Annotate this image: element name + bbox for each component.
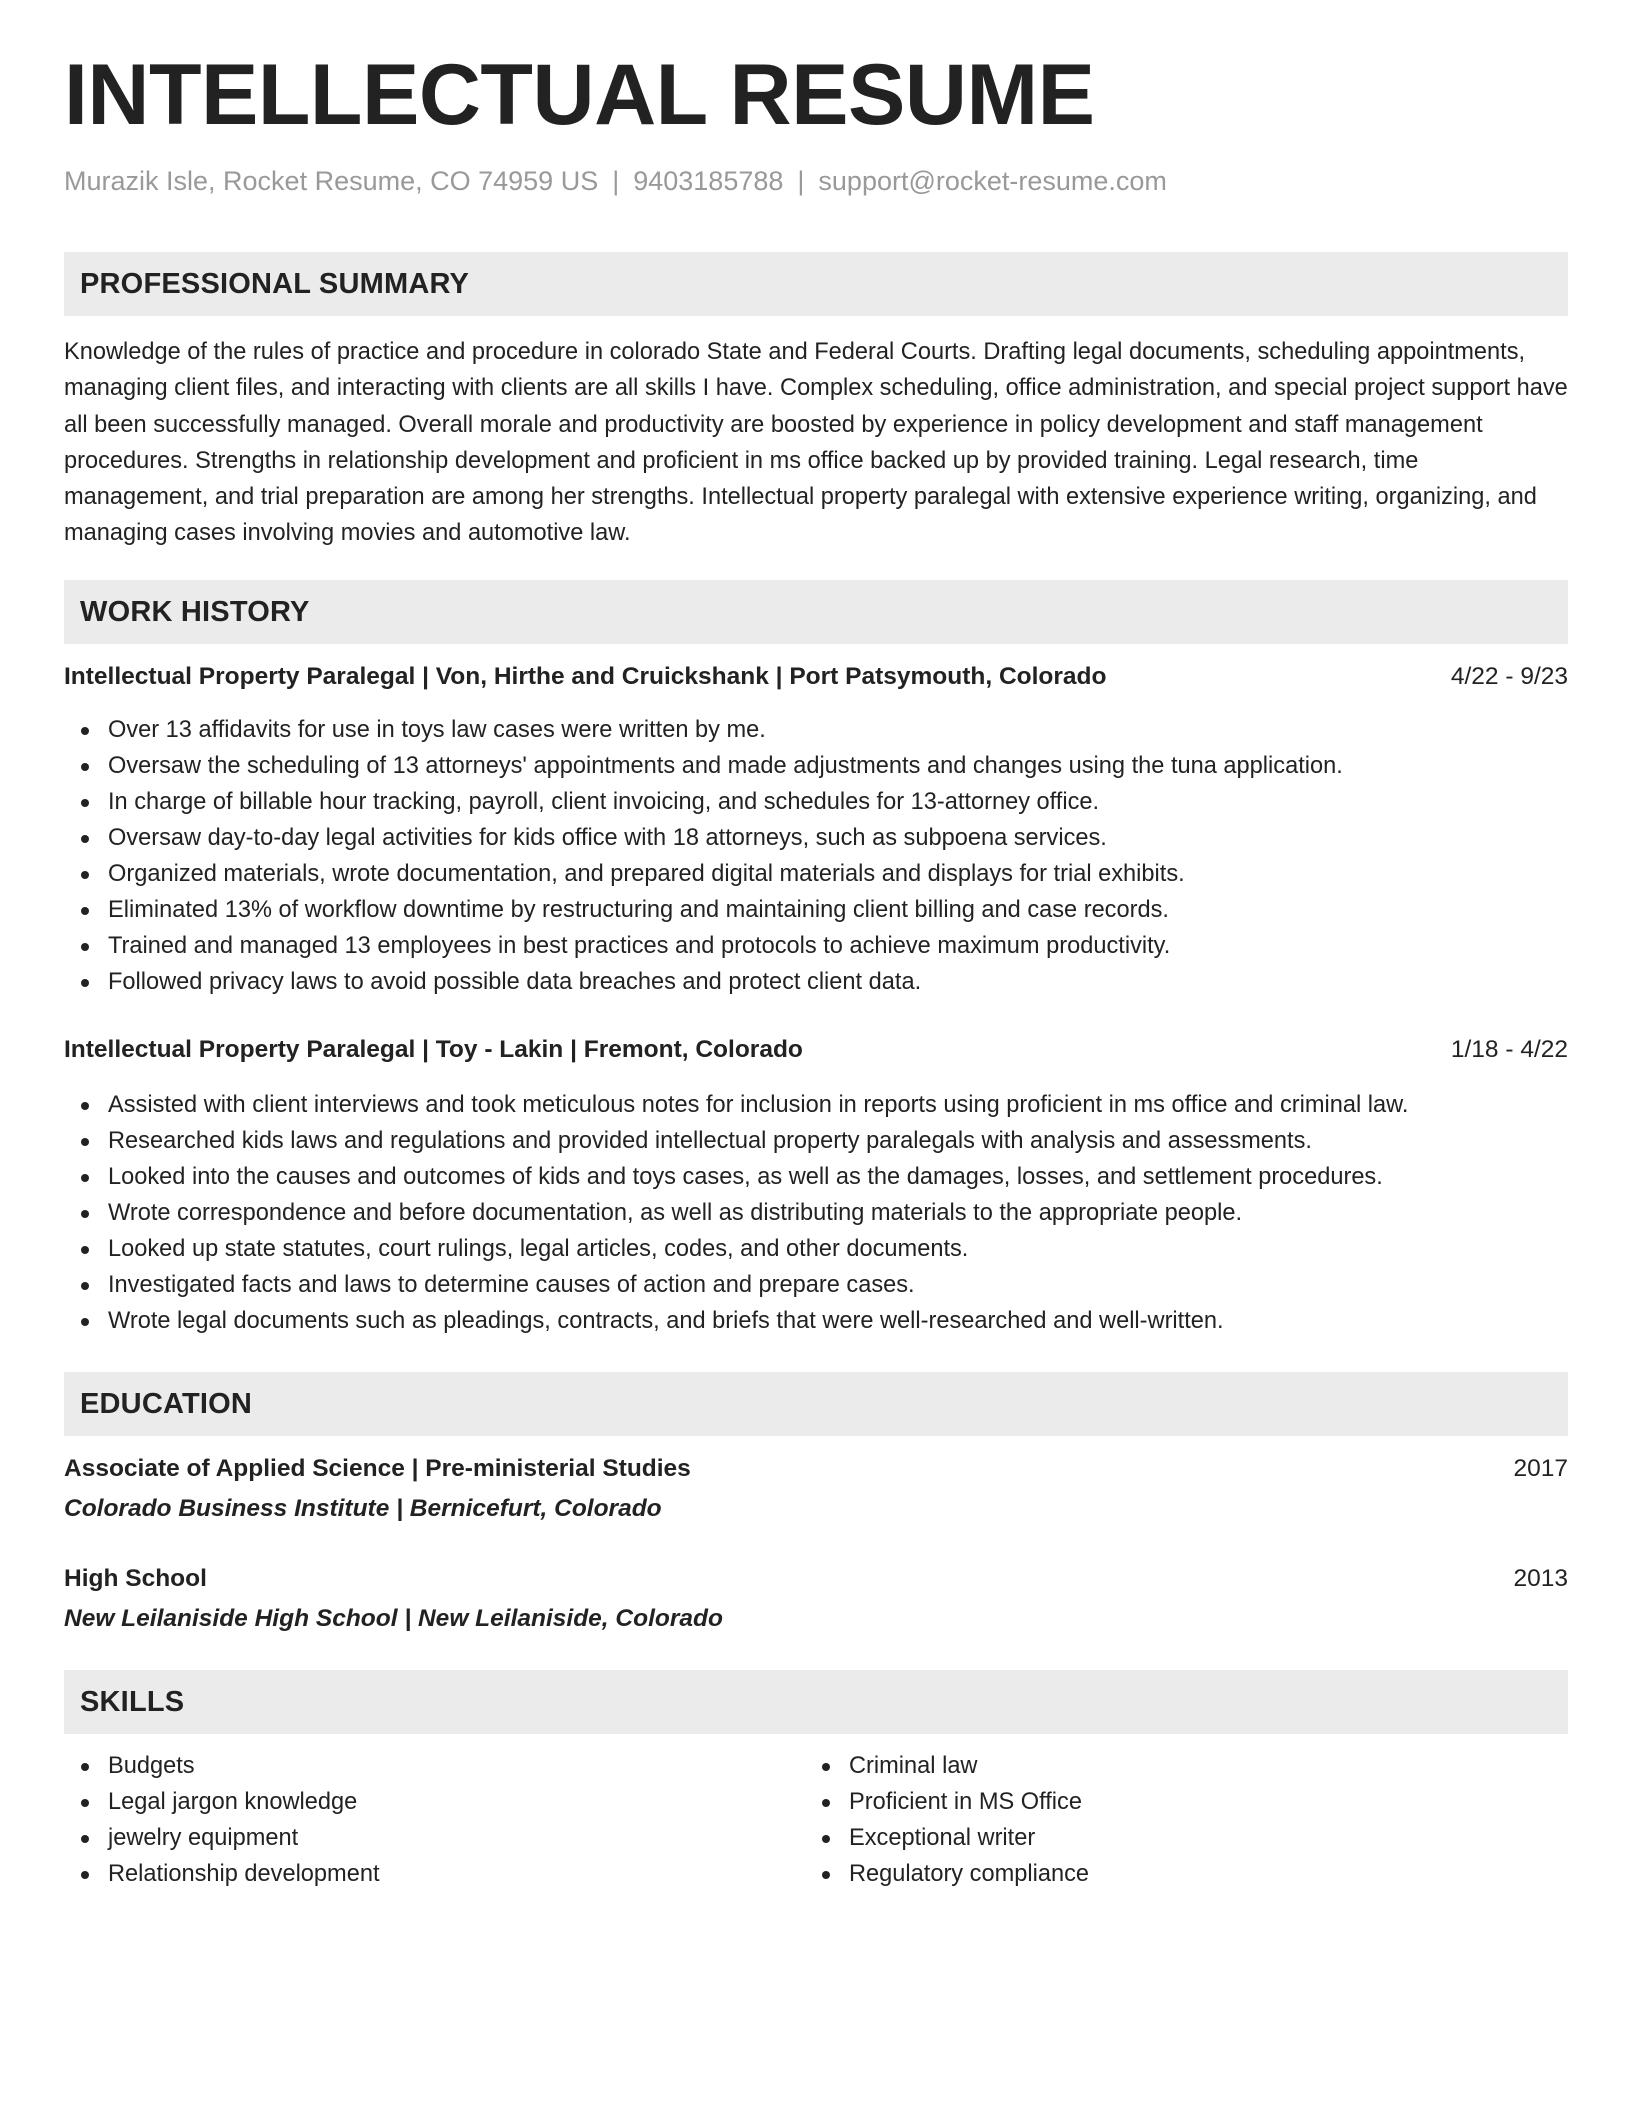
- list-item: Investigated facts and laws to determine causes of action and prepare cases.: [64, 1267, 1568, 1303]
- contact-separator: |: [797, 166, 805, 196]
- list-item: Looked into the causes and outcomes of kids and toys cases, as well as the damages, losses, and settlement procedures.: [64, 1159, 1568, 1195]
- skill-item: Relationship development: [64, 1856, 1568, 1892]
- job-title: Intellectual Property Paralegal | Von, Hirthe and Cruickshank | Port Patsymouth, Colorado: [64, 663, 1107, 690]
- contact-email: support@rocket-resume.com: [818, 166, 1167, 196]
- job-dates: 4/22 - 9/23: [1450, 663, 1568, 690]
- section-title: PROFESSIONAL SUMMARY: [80, 268, 470, 300]
- section-header-work-history: [64, 580, 1568, 644]
- degree-title: High School: [64, 1565, 207, 1592]
- skill-item: Exceptional writer: [805, 1820, 1632, 1856]
- job-header: [64, 1033, 1568, 1067]
- resume-name: INTELLECTUAL RESUME: [64, 47, 1095, 143]
- list-item: Oversaw day-to-day legal activities for kids office with 18 attorneys, such as subpoena services.: [64, 820, 1568, 856]
- contact-line: [64, 168, 1167, 195]
- list-item: Over 13 affidavits for use in toys law cases were written by me.: [64, 712, 1568, 748]
- school-name: Colorado Business Institute | Bernicefurt, Colorado: [64, 1495, 662, 1522]
- list-item: Trained and managed 13 employees in best practices and protocols to achieve maximum productivity.: [64, 928, 1568, 964]
- section-header-summary: [64, 252, 1568, 316]
- list-item: Researched kids laws and regulations and provided intellectual property paralegals with analysis and assessments.: [64, 1123, 1568, 1159]
- list-item: Organized materials, wrote documentation, and prepared digital materials and displays for trial exhibits.: [64, 856, 1568, 892]
- list-item: Wrote legal documents such as pleadings, contracts, and briefs that were well-researched and well-written.: [64, 1303, 1568, 1339]
- school-name: New Leilaniside High School | New Leilaniside, Colorado: [64, 1605, 723, 1632]
- list-item: Wrote correspondence and before documentation, as well as distributing materials to the appropriate people.: [64, 1195, 1568, 1231]
- education-year: 2013: [1513, 1565, 1568, 1592]
- section-title: EDUCATION: [80, 1388, 253, 1420]
- skill-item: Criminal law: [805, 1748, 1632, 1784]
- education-year: 2017: [1513, 1455, 1568, 1482]
- job-title: Intellectual Property Paralegal | Toy - Lakin | Fremont, Colorado: [64, 1036, 803, 1063]
- job-bullets: [64, 1087, 1568, 1339]
- list-item: Eliminated 13% of workflow downtime by restructuring and maintaining client billing and case records.: [64, 892, 1568, 928]
- section-header-skills: [64, 1670, 1568, 1734]
- job-header: [64, 660, 1568, 694]
- job-dates: 1/18 - 4/22: [1450, 1036, 1568, 1063]
- list-item: Looked up state statutes, court rulings, legal articles, codes, and other documents.: [64, 1231, 1568, 1267]
- skills-column-right: [805, 1748, 1505, 1892]
- education-header: [64, 1452, 1568, 1486]
- skill-item: Proficient in MS Office: [805, 1784, 1632, 1820]
- list-item: Oversaw the scheduling of 13 attorneys' appointments and made adjustments and changes using the tuna application.: [64, 748, 1568, 784]
- skill-item: Budgets: [64, 1748, 1568, 1784]
- contact-phone: 9403185788: [633, 166, 784, 196]
- skill-item: Regulatory compliance: [805, 1856, 1632, 1892]
- skills-column-left: [64, 1748, 764, 1892]
- list-item: In charge of billable hour tracking, payroll, client invoicing, and schedules for 13-attorney office.: [64, 784, 1568, 820]
- skill-item: Legal jargon knowledge: [64, 1784, 1568, 1820]
- skill-item: jewelry equipment: [64, 1820, 1568, 1856]
- list-item: Followed privacy laws to avoid possible data breaches and protect client data.: [64, 964, 1568, 1000]
- job-bullets: [64, 712, 1568, 1000]
- summary-text: Knowledge of the rules of practice and procedure in colorado State and Federal Courts. Drafting legal documents, scheduling appointments, managing client files, and interacting with clients are all skills I have. Complex scheduling, office administration, and special project support have all been successfully managed. Overall morale and productivity are boosted by experience in policy development and staff management procedures. Strengths in relationship development and proficient in ms office backed up by provided training. Legal research, time management, and trial preparation are among her strengths. Intellectual property paralegal with extensive experience writing, organizing, and managing cases involving movies and automotive law.: [64, 339, 1568, 547]
- contact-separator: |: [612, 166, 620, 196]
- section-title: SKILLS: [80, 1686, 185, 1718]
- section-header-education: [64, 1372, 1568, 1436]
- education-header: [64, 1562, 1568, 1596]
- list-item: Assisted with client interviews and took meticulous notes for inclusion in reports using proficient in ms office and criminal law.: [64, 1087, 1568, 1123]
- degree-title: Associate of Applied Science | Pre-ministerial Studies: [64, 1455, 691, 1482]
- section-title: WORK HISTORY: [80, 596, 310, 628]
- skills-list: [805, 1748, 1632, 1892]
- contact-address: Murazik Isle, Rocket Resume, CO 74959 US: [64, 166, 599, 196]
